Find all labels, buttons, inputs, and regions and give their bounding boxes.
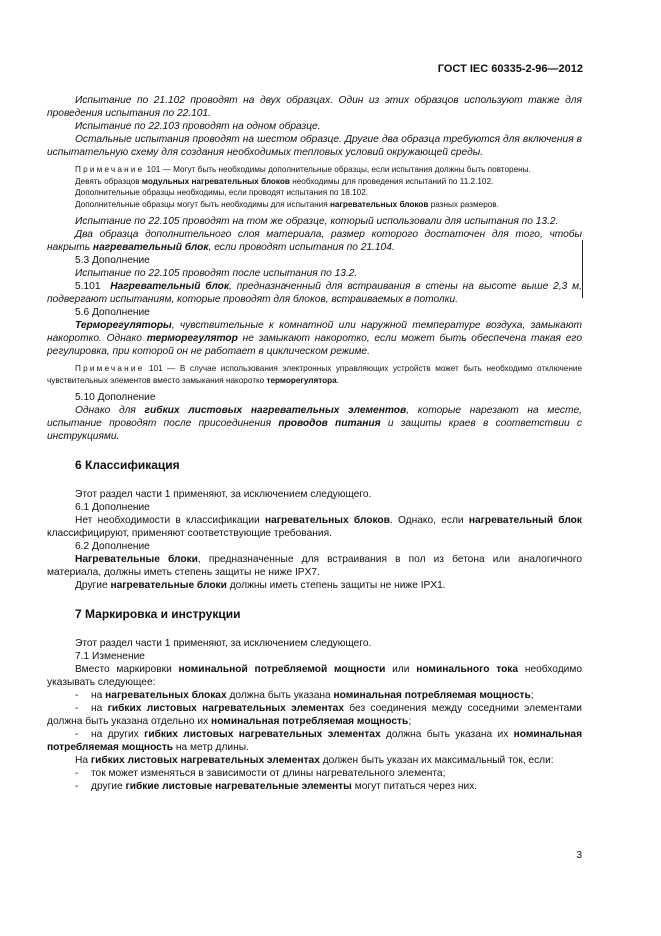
note-line: Дополнительные образцы необходимы, если проводят испытания по 18.102. [75,188,369,197]
paragraph: Другие нагревательные блоки должны иметь степень защиты не ниже IPX1. [75,580,446,591]
paragraph: Вместо маркировки номинальной потребляемой мощности или номинального тока необходимо указывать следующее: [47,664,582,688]
note-text: 101 — Могут быть необходимы дополнительные образцы, если испытания должны быть повторены. [146,165,531,174]
note: Примечание 101 — В случае использования электронных управляющих устройств может быть необходимо отключение чувствительных элементов вместо замыкания накоротко терморегулятора. [47,364,582,385]
page-content [47,94,582,793]
paragraph: Остальные испытания проводят на шестом образце. Другие два образца требуются для включения в испытательную схему для создания необходимых тепловых условий окружающей среды. [47,134,582,158]
clause-title: 7.1 Изменение [75,651,145,662]
paragraph: Нагревательные блоки, предназначенные для встраивания в пол из бетона или аналогичного материала, должны иметь степень защиты не ниже IPX7. [47,554,582,578]
clause-title: 5.10 Дополнение [75,392,156,403]
paragraph: Испытание по 22.105 проводят после испытания по 13.2. [75,268,358,279]
paragraph: Два образца дополнительного слоя материала, размер которого достаточен для того, чтобы накрыть нагревательный блок, если проводят испытания по 21.104. [47,229,582,253]
section-heading: 7 Маркировка и инструкции [75,607,241,621]
standard-header: ГОСТ IEC 60335-2-96—2012 [437,63,583,75]
clause-title: 5.6 Дополнение [75,307,150,318]
paragraph: Этот раздел части 1 применяют, за исключением следующего. [75,638,372,649]
paragraph: Испытание по 22.103 проводят на одном образце. [75,121,321,132]
paragraph: Испытание по 22.105 проводят на том же образце, который использовали для испытания по 13.2. [75,216,559,227]
note [47,164,582,176]
section-heading: 6 Классификация [75,458,180,472]
page-number: 3 [576,850,582,861]
list-item: - другие гибкие листовые нагревательные элементы могут питаться через них. [75,781,478,792]
paragraph: Однако для гибких листовых нагревательных элементов, которые нарезают на месте, испытание проводят после присоединения проводов питания и защиты краев в соответствии с инструкциями. [47,405,582,442]
paragraph: Этот раздел части 1 применяют, за исключением следующего. [75,489,372,500]
list-item: - на гибких листовых нагревательных элементах без соединения между соседними элементами должна быть указана отдельно их номинальная потребляемая мощность; [47,703,582,727]
paragraph: Терморегуляторы, чувствительные к комнатной или наружной температуре воздуха, замыкают накоротко. Однако терморегулятор не замыкают накоротко, если может быть обеспечена такая его регулировка, при которой он не работает в циклическом режиме. [47,320,582,357]
clause-title: 5.3 Дополнение [75,255,150,266]
paragraph: 5.101 Нагревательный блок, предназначенный для встраивания в стены на высоте выше 2,3 м, подвергают испытаниям, которые проводят для блоков, встраиваемых в потолки. [47,281,582,305]
list-item: - на нагревательных блоках должна быть указана номинальная потребляемая мощность; [75,690,534,701]
note-line: Девять образцов модульных нагревательных блоков необходимы для проведения испытаний по 11.2.102. [75,176,494,186]
clause-title: 6.1 Дополнение [75,502,150,513]
clause-title: 6.2 Дополнение [75,541,150,552]
paragraph: Нет необходимости в классификации нагревательных блоков. Однако, если нагревательный блок классифицируют, применяют соответствующие требования. [47,515,582,539]
note-label: Примечание [75,165,145,174]
note-line: Дополнительные образцы могут быть необходимы для испытания нагревательных блоков разных размеров. [75,199,499,209]
paragraph: На гибких листовых нагревательных элементах должен быть указан их максимальный ток, если: [75,755,554,766]
list-item: - на других гибких листовых нагревательных элементах должна быть указана их номинальная потребляемая мощность на метр длины. [47,729,583,753]
change-bar [582,240,583,298]
paragraph: Испытание по 21.102 проводят на двух образцах. Один из этих образцов используют также для проведения испытания по 22.101. [47,95,582,119]
list-item: - ток может изменяться в зависимости от длины нагревательного элемента; [75,768,446,779]
